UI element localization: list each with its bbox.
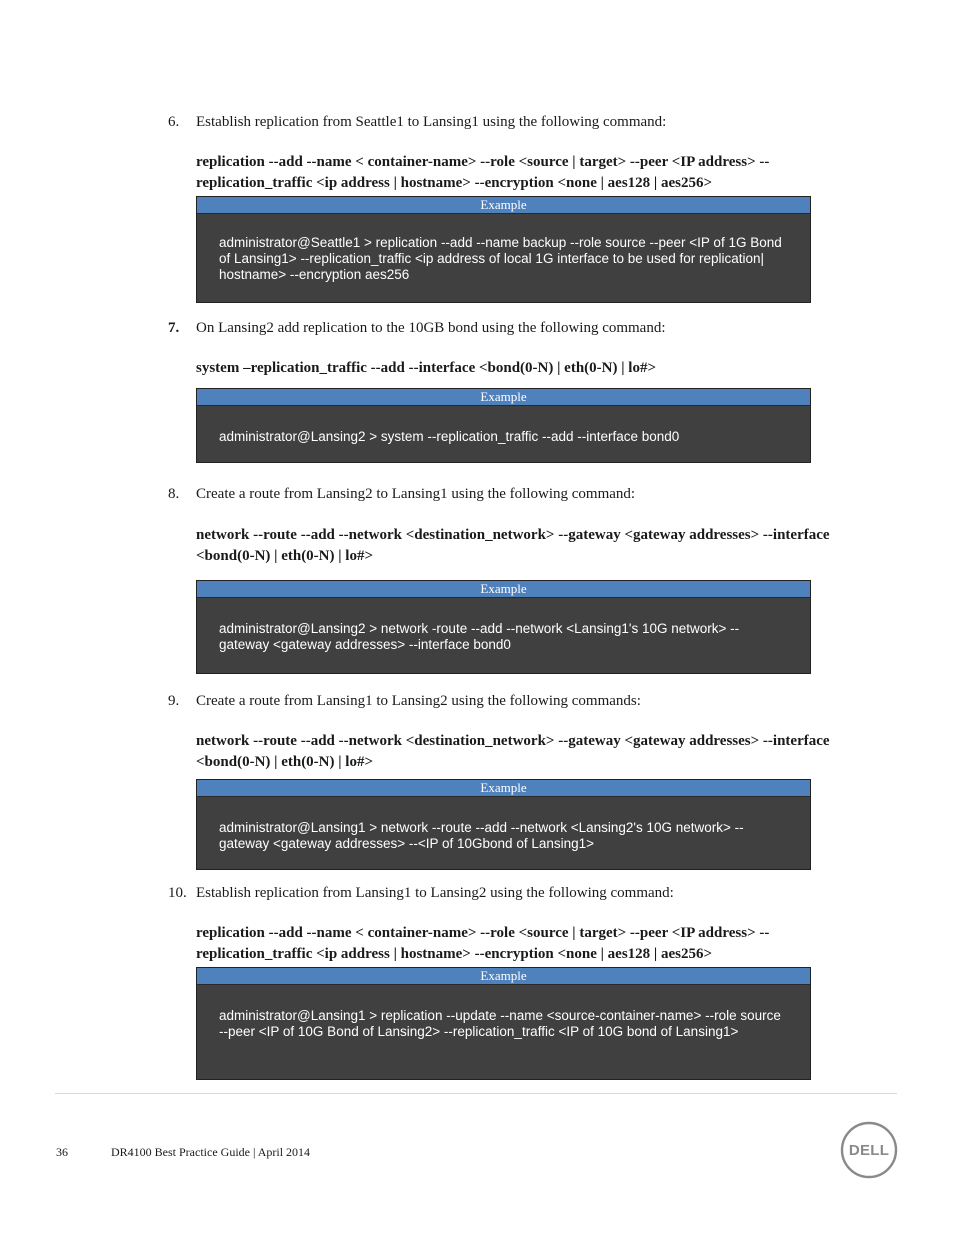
example-box	[196, 779, 811, 870]
page-number: 36	[56, 1145, 68, 1159]
example-box	[196, 388, 811, 463]
command-syntax: system –replication_traffic --add --interface <bond(0-N) | eth(0-N) | lo#>	[196, 360, 656, 376]
step-instruction: Establish replication from Seattle1 to Lansing1 using the following command:	[196, 114, 667, 130]
logo-wordmark: DELL	[848, 1142, 890, 1159]
step-number: 7.	[168, 320, 180, 336]
step-instruction: On Lansing2 add replication to the 10GB bond using the following command:	[196, 320, 666, 336]
example-command: administrator@Seattle1 > replication --add --name backup --role source --peer <IP of 1G Bond of Lansing1> --replication_traffic <ip address of local 1G interface to be used for replication| hostname> --encryption aes256	[219, 235, 782, 282]
step-instruction: Establish replication from Lansing1 to Lansing2 using the following command:	[196, 885, 674, 901]
example-box	[196, 196, 811, 303]
example-command: administrator@Lansing2 > system --replication_traffic --add --interface bond0	[219, 429, 680, 444]
document-title: DR4100 Best Practice Guide | April 2014	[111, 1145, 311, 1159]
example-command: administrator@Lansing2 > network -route --add --network <Lansing1's 10G network> --gateway <gateway addresses> --interface bond0	[219, 621, 740, 652]
command-syntax: network --route --add --network <destination_network> --gateway <gateway addresses> --interface <bond(0-N) | eth(0-N) | lo#>	[196, 527, 830, 564]
example-header: Example	[197, 780, 810, 797]
example-command: administrator@Lansing1 > replication --update --name <source-container-name> --role source --peer <IP of 10G Bond of Lansing2> --replication_traffic <IP of 10G bond of Lansing1>	[219, 1008, 781, 1039]
example-box	[196, 580, 811, 674]
footer-divider	[55, 1093, 897, 1094]
example-header: Example	[197, 197, 810, 214]
dell-logo	[840, 1121, 898, 1179]
command-syntax: replication --add --name < container-name> --role <source | target> --peer <IP address> -- replication_traffic <ip address | hostname> --encryption <none | aes128 | aes256>	[196, 154, 770, 191]
command-syntax: network --route --add --network <destination_network> --gateway <gateway addresses> --interface <bond(0-N) | eth(0-N) | lo#>	[196, 733, 830, 770]
command-syntax: replication --add --name < container-name> --role <source | target> --peer <IP address> -- replication_traffic <ip address | hostname> --encryption <none | aes128 | aes256>	[196, 925, 770, 962]
example-header: Example	[197, 968, 810, 985]
step-instruction: Create a route from Lansing1 to Lansing2 using the following commands:	[196, 693, 641, 709]
example-header: Example	[197, 389, 810, 406]
step-number: 8.	[168, 486, 180, 502]
step-number: 6.	[168, 114, 180, 130]
step-number: 9.	[168, 693, 180, 709]
step-instruction: Create a route from Lansing2 to Lansing1 using the following command:	[196, 486, 636, 502]
step-number: 10.	[168, 885, 187, 901]
example-header: Example	[197, 581, 810, 598]
example-command: administrator@Lansing1 > network --route --add --network <Lansing2's 10G network> --gateway <gateway addresses> --<IP of 10Gbond of Lansing1>	[219, 820, 744, 851]
example-box	[196, 967, 811, 1080]
